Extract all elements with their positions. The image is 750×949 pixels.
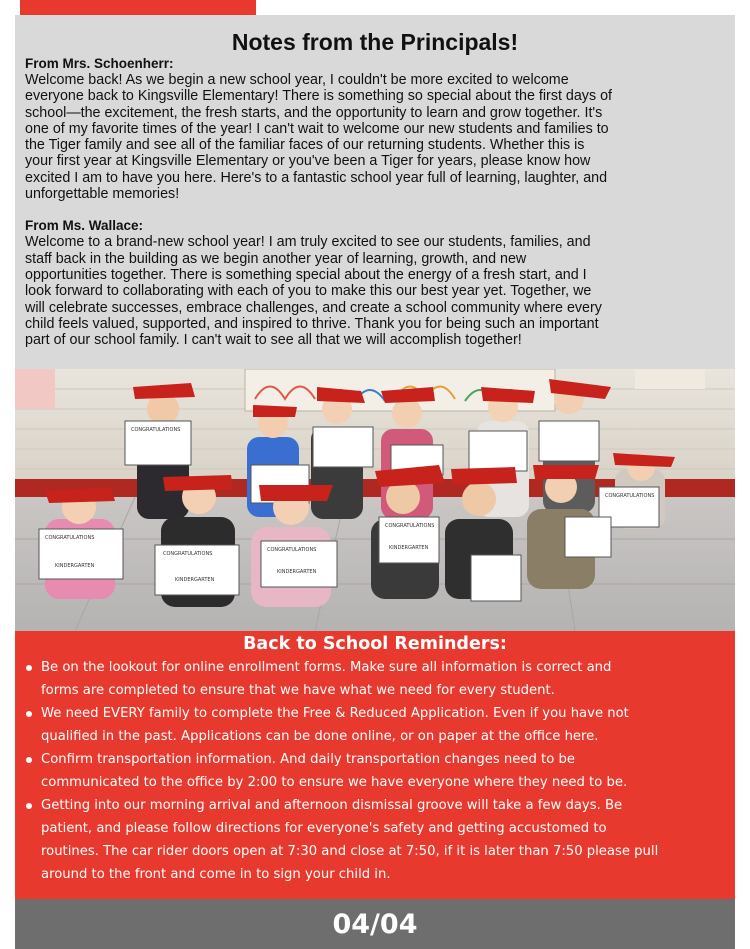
notes-title: Notes from the Principals! — [231, 29, 519, 55]
bullet-icon — [26, 711, 32, 717]
certificate-header: CONGRATULATIONS — [267, 547, 317, 553]
note-line: everyone back to Kingsville Elementary! There is something so special about the first days of — [25, 88, 613, 105]
note-line: Welcome to a brand-new school year! I am truly excited to see our students, families, and — [25, 234, 591, 251]
photo-illustration — [15, 369, 735, 631]
certificate-header: CONGRATULATIONS — [163, 551, 213, 557]
reminder-line: We need EVERY family to complete the Free & Reduced Application. Even if you have not — [41, 706, 629, 721]
reminder-line: Be on the lookout for online enrollment forms. Make sure all information is correct and — [41, 660, 612, 675]
note-line: one of my favorite times of the year! I can't wait to welcome our new students and families to — [25, 120, 609, 137]
top-accent-tab — [20, 0, 256, 15]
reminder-line: qualified in the past. Applications can be done online, or on paper at the office here. — [41, 729, 599, 744]
reminder-line: around to the front and come in to sign your child in. — [41, 867, 391, 882]
note-paragraph — [25, 72, 725, 202]
note-line: part of our school family. I can't wait to see all that we will accomplish together! — [25, 332, 522, 349]
kindergarten-graduates-photo — [15, 369, 735, 631]
note-line: will celebrate successes, embrace challenges, and create a school community where every — [25, 299, 602, 316]
reminders-title: Back to School Reminders: — [243, 634, 507, 654]
certificate-label: KINDERGARTEN — [277, 569, 317, 575]
note-line: child feels valued, supported, and inspired to thrive. Thank you for being such an important — [25, 315, 599, 332]
notes-body — [15, 56, 735, 348]
back-to-school-reminders — [15, 631, 735, 899]
page-number: 04/04 — [332, 908, 418, 940]
reminder-line: routines. The car rider doors open at 7:30 and close at 7:50, if it is later than 7:50 please pull — [41, 844, 659, 859]
reminder-line: patient, and please follow directions for everyone's safety and getting accustomed to — [41, 821, 607, 836]
reminder-item — [41, 702, 721, 748]
bullet-icon — [26, 665, 32, 671]
reminder-line: Getting into our morning arrival and afternoon dismissal groove will take a few days. Be — [41, 798, 623, 813]
reminder-line: Confirm transportation information. And daily transportation changes need to be — [41, 752, 575, 767]
principals-notes-panel — [15, 15, 735, 369]
certificate-header: CONGRATULATIONS — [385, 523, 435, 529]
reminder-line: communicated to the office by 2:00 to ensure we have everyone where they need to be. — [41, 775, 628, 790]
note-line: school—the excitement, the fresh starts, and the opportunity to learn and grow together. It's — [25, 104, 603, 121]
note-wallace — [25, 218, 725, 348]
certificate-label: KINDERGARTEN — [389, 545, 429, 551]
certificate-label: KINDERGARTEN — [175, 577, 215, 583]
note-schoenherr — [25, 56, 725, 202]
reminders-list — [15, 656, 735, 886]
note-line: Welcome back! As we begin a new school year, I couldn't be more excited to welcome — [25, 72, 569, 88]
certificate-header: CONGRATULATIONS — [131, 427, 181, 433]
reminder-item — [41, 794, 721, 886]
note-line: staff back in the building as we begin another year of learning, growth, and new — [25, 250, 527, 267]
bullet-icon — [26, 757, 32, 763]
certificate-header: CONGRATULATIONS — [45, 535, 95, 541]
reminder-item — [41, 748, 721, 794]
note-line: unforgettable memories! — [25, 186, 180, 203]
page-footer — [15, 899, 735, 949]
certificate-header: CONGRATULATIONS — [605, 493, 655, 499]
reminder-line: forms are completed to ensure that we have what we need for every student. — [41, 683, 555, 698]
reminder-item — [41, 656, 721, 702]
note-line: your first year at Kingsville Elementary or you've been a Tiger for years, please know how — [25, 153, 591, 170]
certificate-label: KINDERGARTEN — [55, 563, 95, 569]
note-heading: From Mrs. Schoenherr: — [25, 56, 174, 71]
note-paragraph — [25, 234, 725, 348]
note-line: excited I am to have you here. Here's to a fantastic school year full of learning, laughter, and — [25, 169, 608, 186]
note-line: look forward to collaborating with each of you to make this our best year yet. Together, we — [25, 283, 592, 300]
bullet-icon — [26, 803, 32, 809]
note-heading: From Ms. Wallace: — [25, 218, 144, 234]
note-line: the Tiger family and see all of the familiar faces of our returning students. Whether this is — [25, 137, 585, 154]
note-line: opportunities together. There is something special about the energy of a fresh start, and I — [25, 266, 587, 283]
